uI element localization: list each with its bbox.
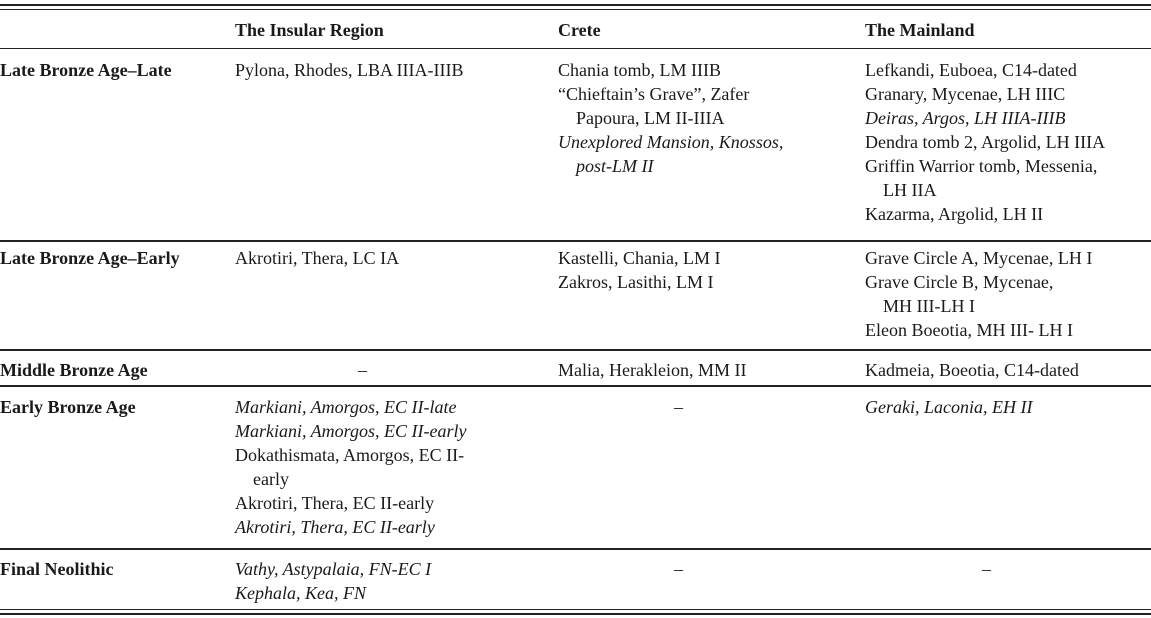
site-entry: Akrotiri, Thera, LC IA: [235, 248, 400, 268]
insular-empty-cell: –: [358, 360, 367, 380]
header-rule: [0, 48, 1151, 49]
insular-cell: [235, 58, 463, 82]
crete-empty-cell: –: [674, 559, 683, 579]
bottom-rule: [0, 609, 1151, 610]
site-entry: Vathy, Astypalaia, FN-EC I: [235, 559, 432, 579]
mainland-empty-cell: –: [982, 559, 991, 579]
mainland-cell: [865, 358, 1079, 382]
crete-cell: [558, 246, 720, 294]
site-entry: post-LM II: [576, 156, 654, 176]
site-entry: Papoura, LM II-IIIA: [576, 108, 725, 128]
site-entry: Granary, Mycenae, LH IIIC: [865, 84, 1066, 104]
header-mainland: The Mainland: [865, 20, 975, 40]
header-insular: The Insular Region: [235, 20, 384, 40]
period-label: Final Neolithic: [0, 559, 114, 579]
insular-cell: [235, 395, 466, 539]
site-entry: Geraki, Laconia, EH II: [865, 397, 1033, 417]
site-entry: Akrotiri, Thera, EC II-early: [235, 517, 435, 537]
period-label: Late Bronze Age–Late: [0, 60, 172, 80]
site-entry: Kazarma, Argolid, LH II: [865, 204, 1044, 224]
site-entry: Kastelli, Chania, LM I: [558, 248, 721, 268]
row-divider: [0, 385, 1151, 387]
site-entry: Zakros, Lasithi, LM I: [558, 272, 714, 292]
site-entry: Grave Circle B, Mycenae,: [865, 272, 1054, 292]
row-divider: [0, 349, 1151, 351]
site-entry: MH III-LH I: [883, 296, 975, 316]
insular-cell: [235, 557, 431, 605]
top-rule: [0, 4, 1151, 6]
site-entry: Kephala, Kea, FN: [235, 583, 366, 603]
mainland-cell: [865, 246, 1092, 342]
bottom-rule-outer: [0, 613, 1151, 615]
mainland-cell: [865, 58, 1105, 226]
crete-cell: [558, 358, 746, 382]
row-divider: [0, 240, 1151, 242]
site-entry: Malia, Herakleion, MM II: [558, 360, 747, 380]
site-entry: Deiras, Argos, LH IIIA-IIIB: [865, 108, 1066, 128]
site-entry: Grave Circle A, Mycenae, LH I: [865, 248, 1093, 268]
site-entry: Kadmeia, Boeotia, C14-dated: [865, 360, 1079, 380]
period-label: Late Bronze Age–Early: [0, 248, 180, 268]
site-entry: Lefkandi, Euboea, C14-dated: [865, 60, 1077, 80]
site-entry: Griffin Warrior tomb, Messenia,: [865, 156, 1098, 176]
site-entry: Dokathismata, Amorgos, EC II-: [235, 445, 465, 465]
site-entry: Akrotiri, Thera, EC II-early: [235, 493, 435, 513]
site-entry: Dendra tomb 2, Argolid, LH IIIA: [865, 132, 1106, 152]
period-label: Early Bronze Age: [0, 397, 136, 417]
header-crete: Crete: [558, 20, 601, 40]
crete-empty-cell: –: [674, 397, 683, 417]
site-entry: LH IIA: [883, 180, 937, 200]
row-divider: [0, 548, 1151, 550]
site-entry: Markiani, Amorgos, EC II-early: [235, 421, 467, 441]
site-entry: Eleon Boeotia, MH III- LH I: [865, 320, 1073, 340]
site-entry: “Chieftain’s Grave”, Zafer: [558, 84, 750, 104]
crete-cell: [558, 58, 783, 178]
mainland-cell: [865, 395, 1032, 419]
period-label: Middle Bronze Age: [0, 360, 148, 380]
insular-cell: [235, 246, 399, 270]
site-entry: Unexplored Mansion, Knossos,: [558, 132, 784, 152]
top-rule-inner: [0, 9, 1151, 10]
site-entry: early: [253, 469, 289, 489]
site-entry: Chania tomb, LM IIIB: [558, 60, 721, 80]
site-entry: Markiani, Amorgos, EC II-late: [235, 397, 457, 417]
site-entry: Pylona, Rhodes, LBA IIIA-IIIB: [235, 60, 464, 80]
